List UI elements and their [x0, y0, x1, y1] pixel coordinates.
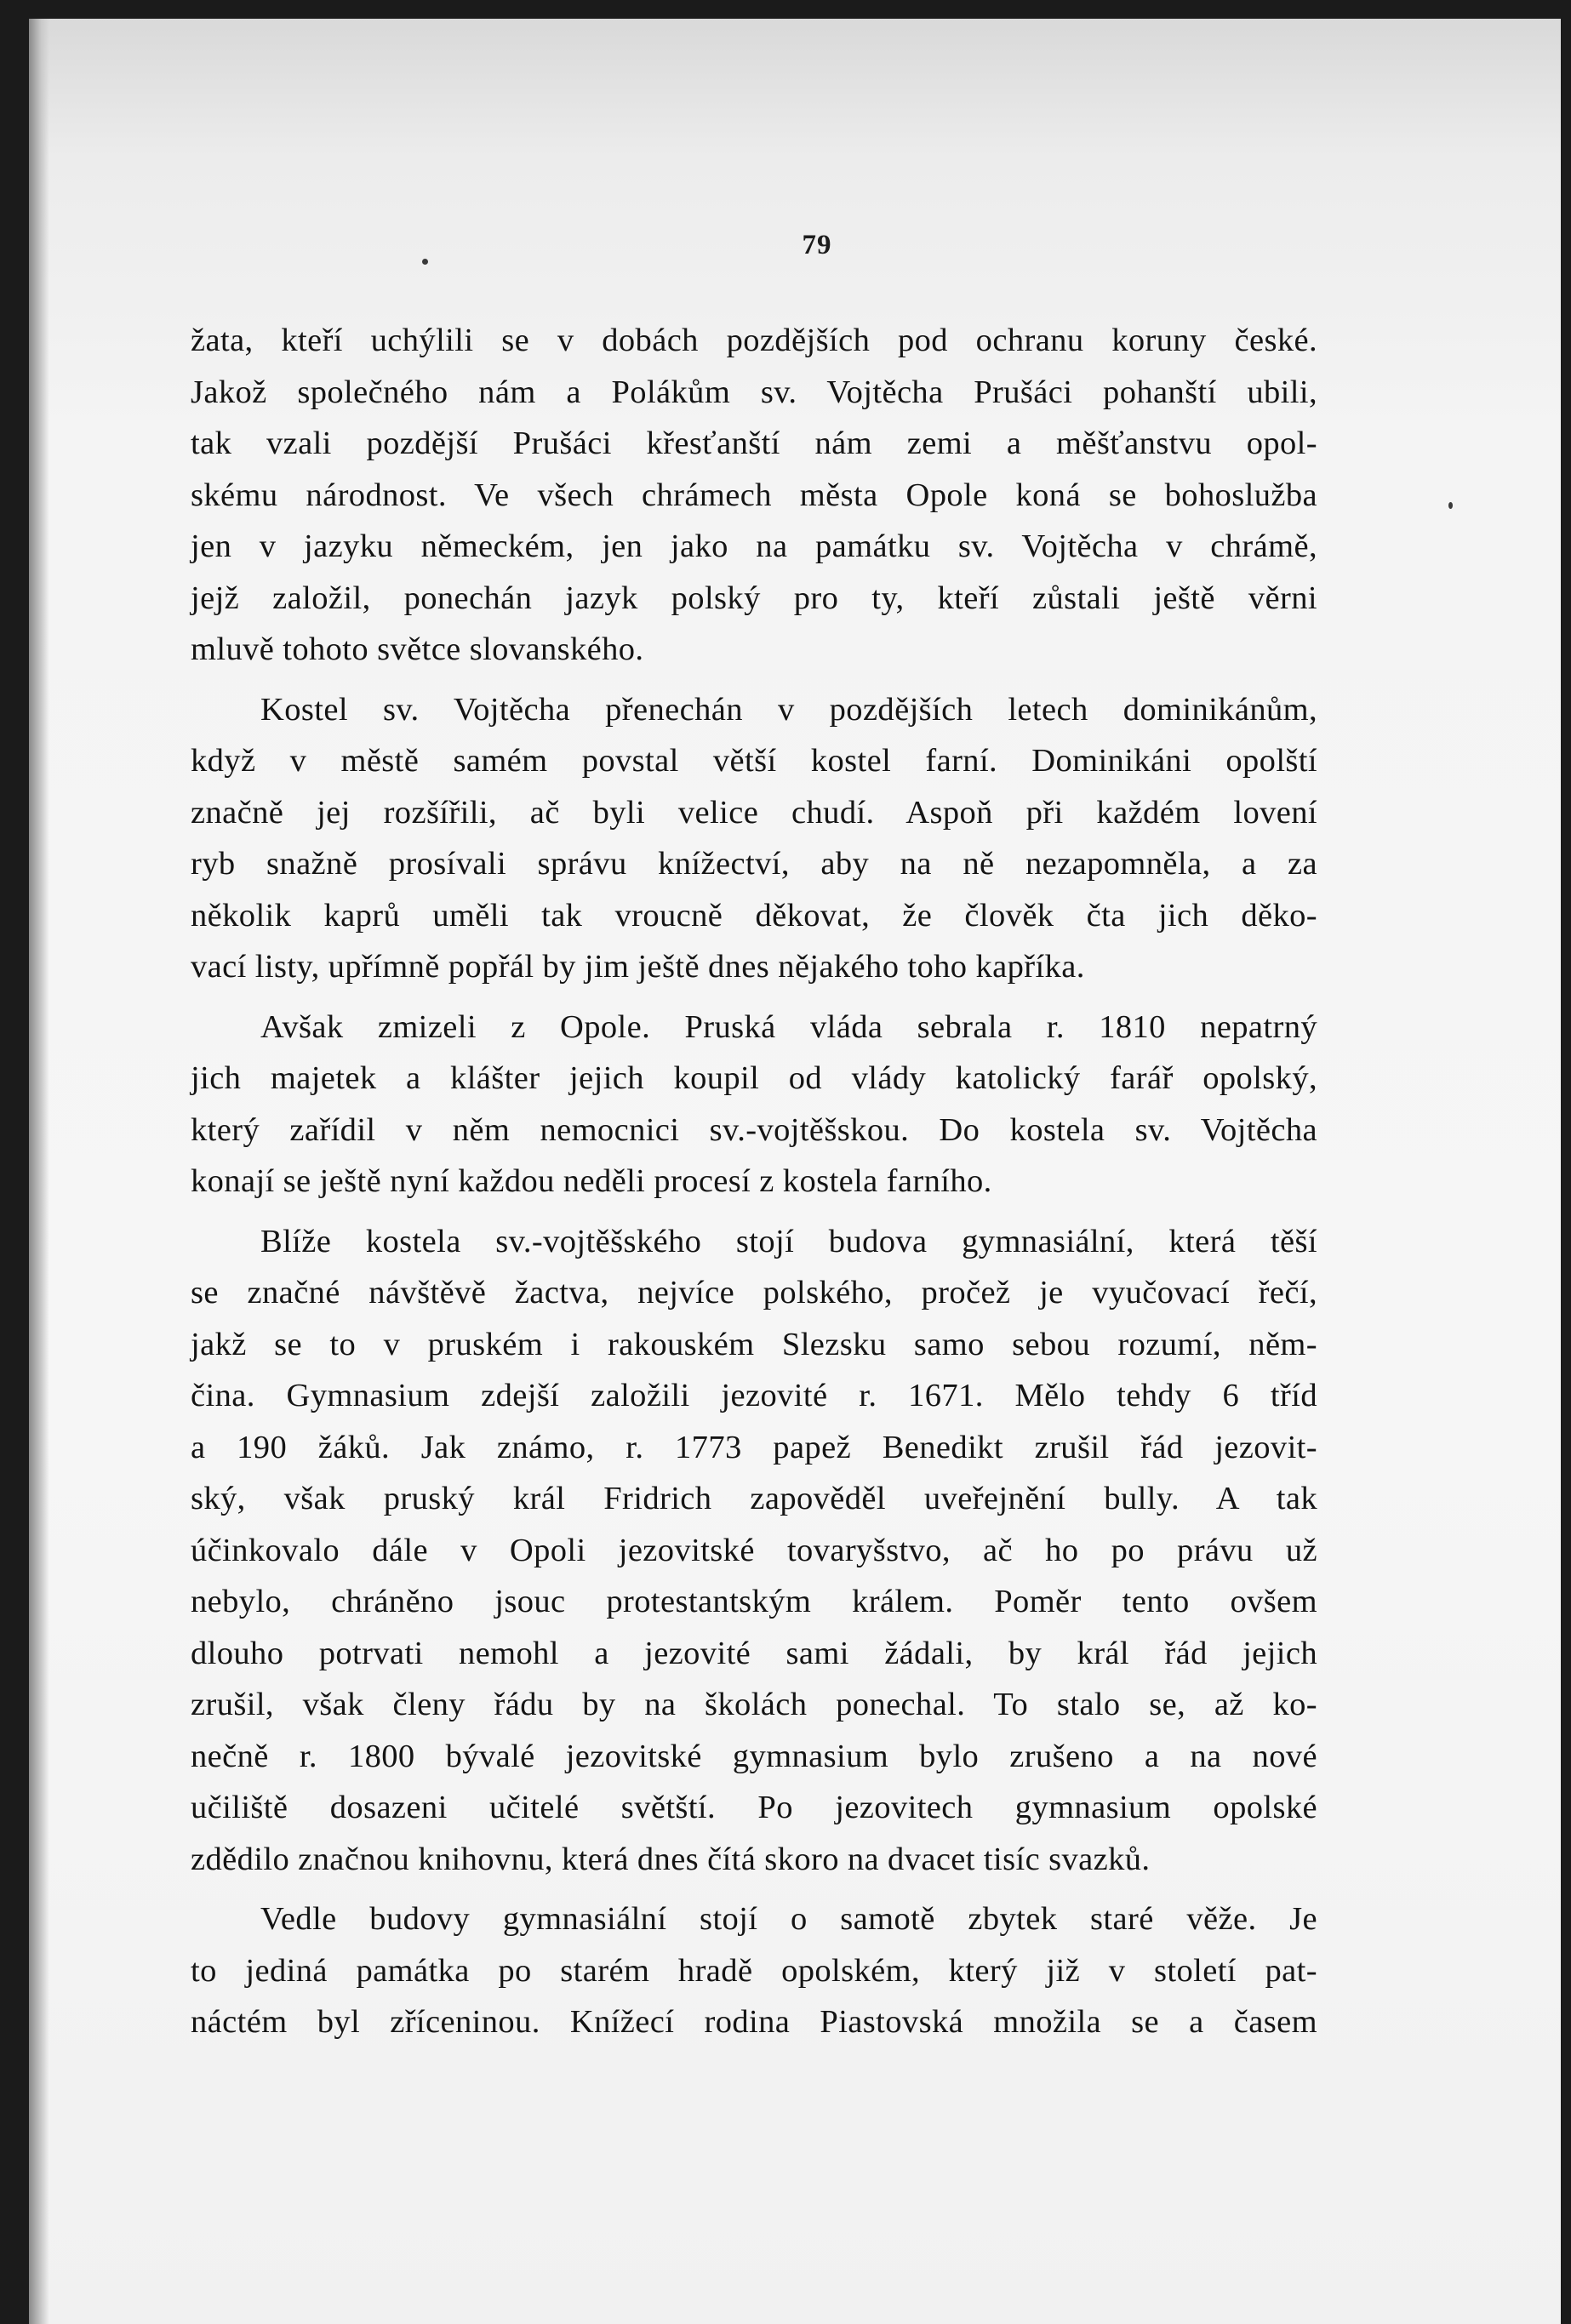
text-line: Vedle budovy gymnasiální stojí o samotě zbytek staré věže. Je: [260, 1901, 1317, 1937]
text-line: jejž založil, ponechán jazyk polský pro ty, kteří zůstali ještě věrni: [191, 580, 1317, 616]
text-line: žata, kteří uchýlili se v dobách pozdějších pod ochranu koruny české.: [191, 323, 1317, 358]
text-line: jich majetek a klášter jejich koupil od vlády katolický farář opolský,: [191, 1060, 1317, 1096]
text-line: náctém byl zříceninou. Knížecí rodina Piastovská množila se a časem: [191, 2004, 1317, 2040]
paragraph: [191, 315, 1317, 676]
text-line: se značné návštěvě žactva, nejvíce polského, pročež je vyučovací řečí,: [191, 1275, 1317, 1310]
page-number: 79: [802, 230, 832, 260]
text-line: účinkovalo dále v Opoli jezovitské tovaryšstvo, ač ho po právu už: [191, 1532, 1317, 1568]
paragraph: [191, 1216, 1317, 1886]
text-line: tak vzali pozdější Prušáci křesťanští nám zemi a měšťanstvu opol-: [191, 425, 1317, 461]
text-line: Jakož společného nám a Polákům sv. Vojtěcha Prušáci pohanští ubili,: [191, 374, 1317, 410]
text-line: nečně r. 1800 bývalé jezovitské gymnasium bylo zrušeno a na nové: [191, 1738, 1317, 1774]
text-line: Kostel sv. Vojtěcha přenechán v pozdějších letech dominikánům,: [260, 691, 1317, 728]
paragraph: [191, 1002, 1317, 1208]
text-line: Blíže kostela sv.-vojtěšského stojí budova gymnasiální, která těší: [260, 1223, 1317, 1259]
body-text: [191, 315, 1317, 2057]
text-line: jakž se to v pruském i rakouském Slezsku samo sebou rozumí, něm-: [191, 1326, 1317, 1362]
text-line: jen v jazyku německém, jen jako na památku sv. Vojtěcha v chrámě,: [191, 528, 1317, 564]
text-line: Avšak zmizeli z Opole. Pruská vláda sebrala r. 1810 nepatrný: [260, 1008, 1317, 1045]
print-speck: [1448, 502, 1453, 509]
text-line: značně jej rozšířili, ač byli velice chudí. Aspoň při každém lovení: [191, 794, 1317, 831]
text-line: a 190 žáků. Jak známo, r. 1773 papež Benedikt zrušil řád jezovit-: [191, 1429, 1317, 1465]
text-line: nebylo, chráněno jsouc protestantským králem. Poměr tento ovšem: [191, 1584, 1317, 1619]
text-line: několik kaprů uměli tak vroucně děkovat, že člověk čta jich děko-: [191, 897, 1317, 934]
text-line: vací listy, upřímně popřál by jim ještě dnes nějakého toho kapříka.: [191, 949, 1085, 985]
text-line: zdědilo značnou knihovnu, která dnes čítá skoro na dvacet tisíc svazků.: [191, 1841, 1151, 1877]
page-binding-shadow: [29, 19, 49, 2324]
book-page: [29, 19, 1561, 2324]
text-line: konají se ještě nyní každou neděli procesí z kostela farního.: [191, 1163, 992, 1199]
text-line: zrušil, však členy řádu by na školách ponechal. To stalo se, až ko-: [191, 1687, 1317, 1722]
text-line: čina. Gymnasium zdejší založili jezovité r. 1671. Mělo tehdy 6 tříd: [191, 1378, 1317, 1413]
text-line: ryb snažně prosívali správu knížectví, aby na ně nezapomněla, a za: [191, 846, 1317, 882]
paragraph: [191, 684, 1317, 993]
text-line: mluvě tohoto světce slovanského.: [191, 631, 644, 667]
text-line: ský, však pruský král Fridrich zapověděl uveřejnění bully. A tak: [191, 1481, 1317, 1516]
text-line: učiliště dosazeni učitelé světští. Po jezovitech gymnasium opolské: [191, 1790, 1317, 1825]
text-line: skému národnost. Ve všech chrámech města Opole koná se bohoslužba: [191, 477, 1317, 513]
text-line: který zařídil v něm nemocnici sv.-vojtěšskou. Do kostela sv. Vojtěcha: [191, 1111, 1317, 1148]
text-line: když v městě samém povstal větší kostel farní. Dominikáni opolští: [191, 743, 1317, 779]
text-line: dlouho potrvati nemohl a jezovité sami žádali, by král řád jejich: [191, 1635, 1317, 1671]
text-line: to jediná památka po starém hradě opolském, který již v století pat-: [191, 1952, 1317, 1989]
paragraph: [191, 1893, 1317, 2048]
